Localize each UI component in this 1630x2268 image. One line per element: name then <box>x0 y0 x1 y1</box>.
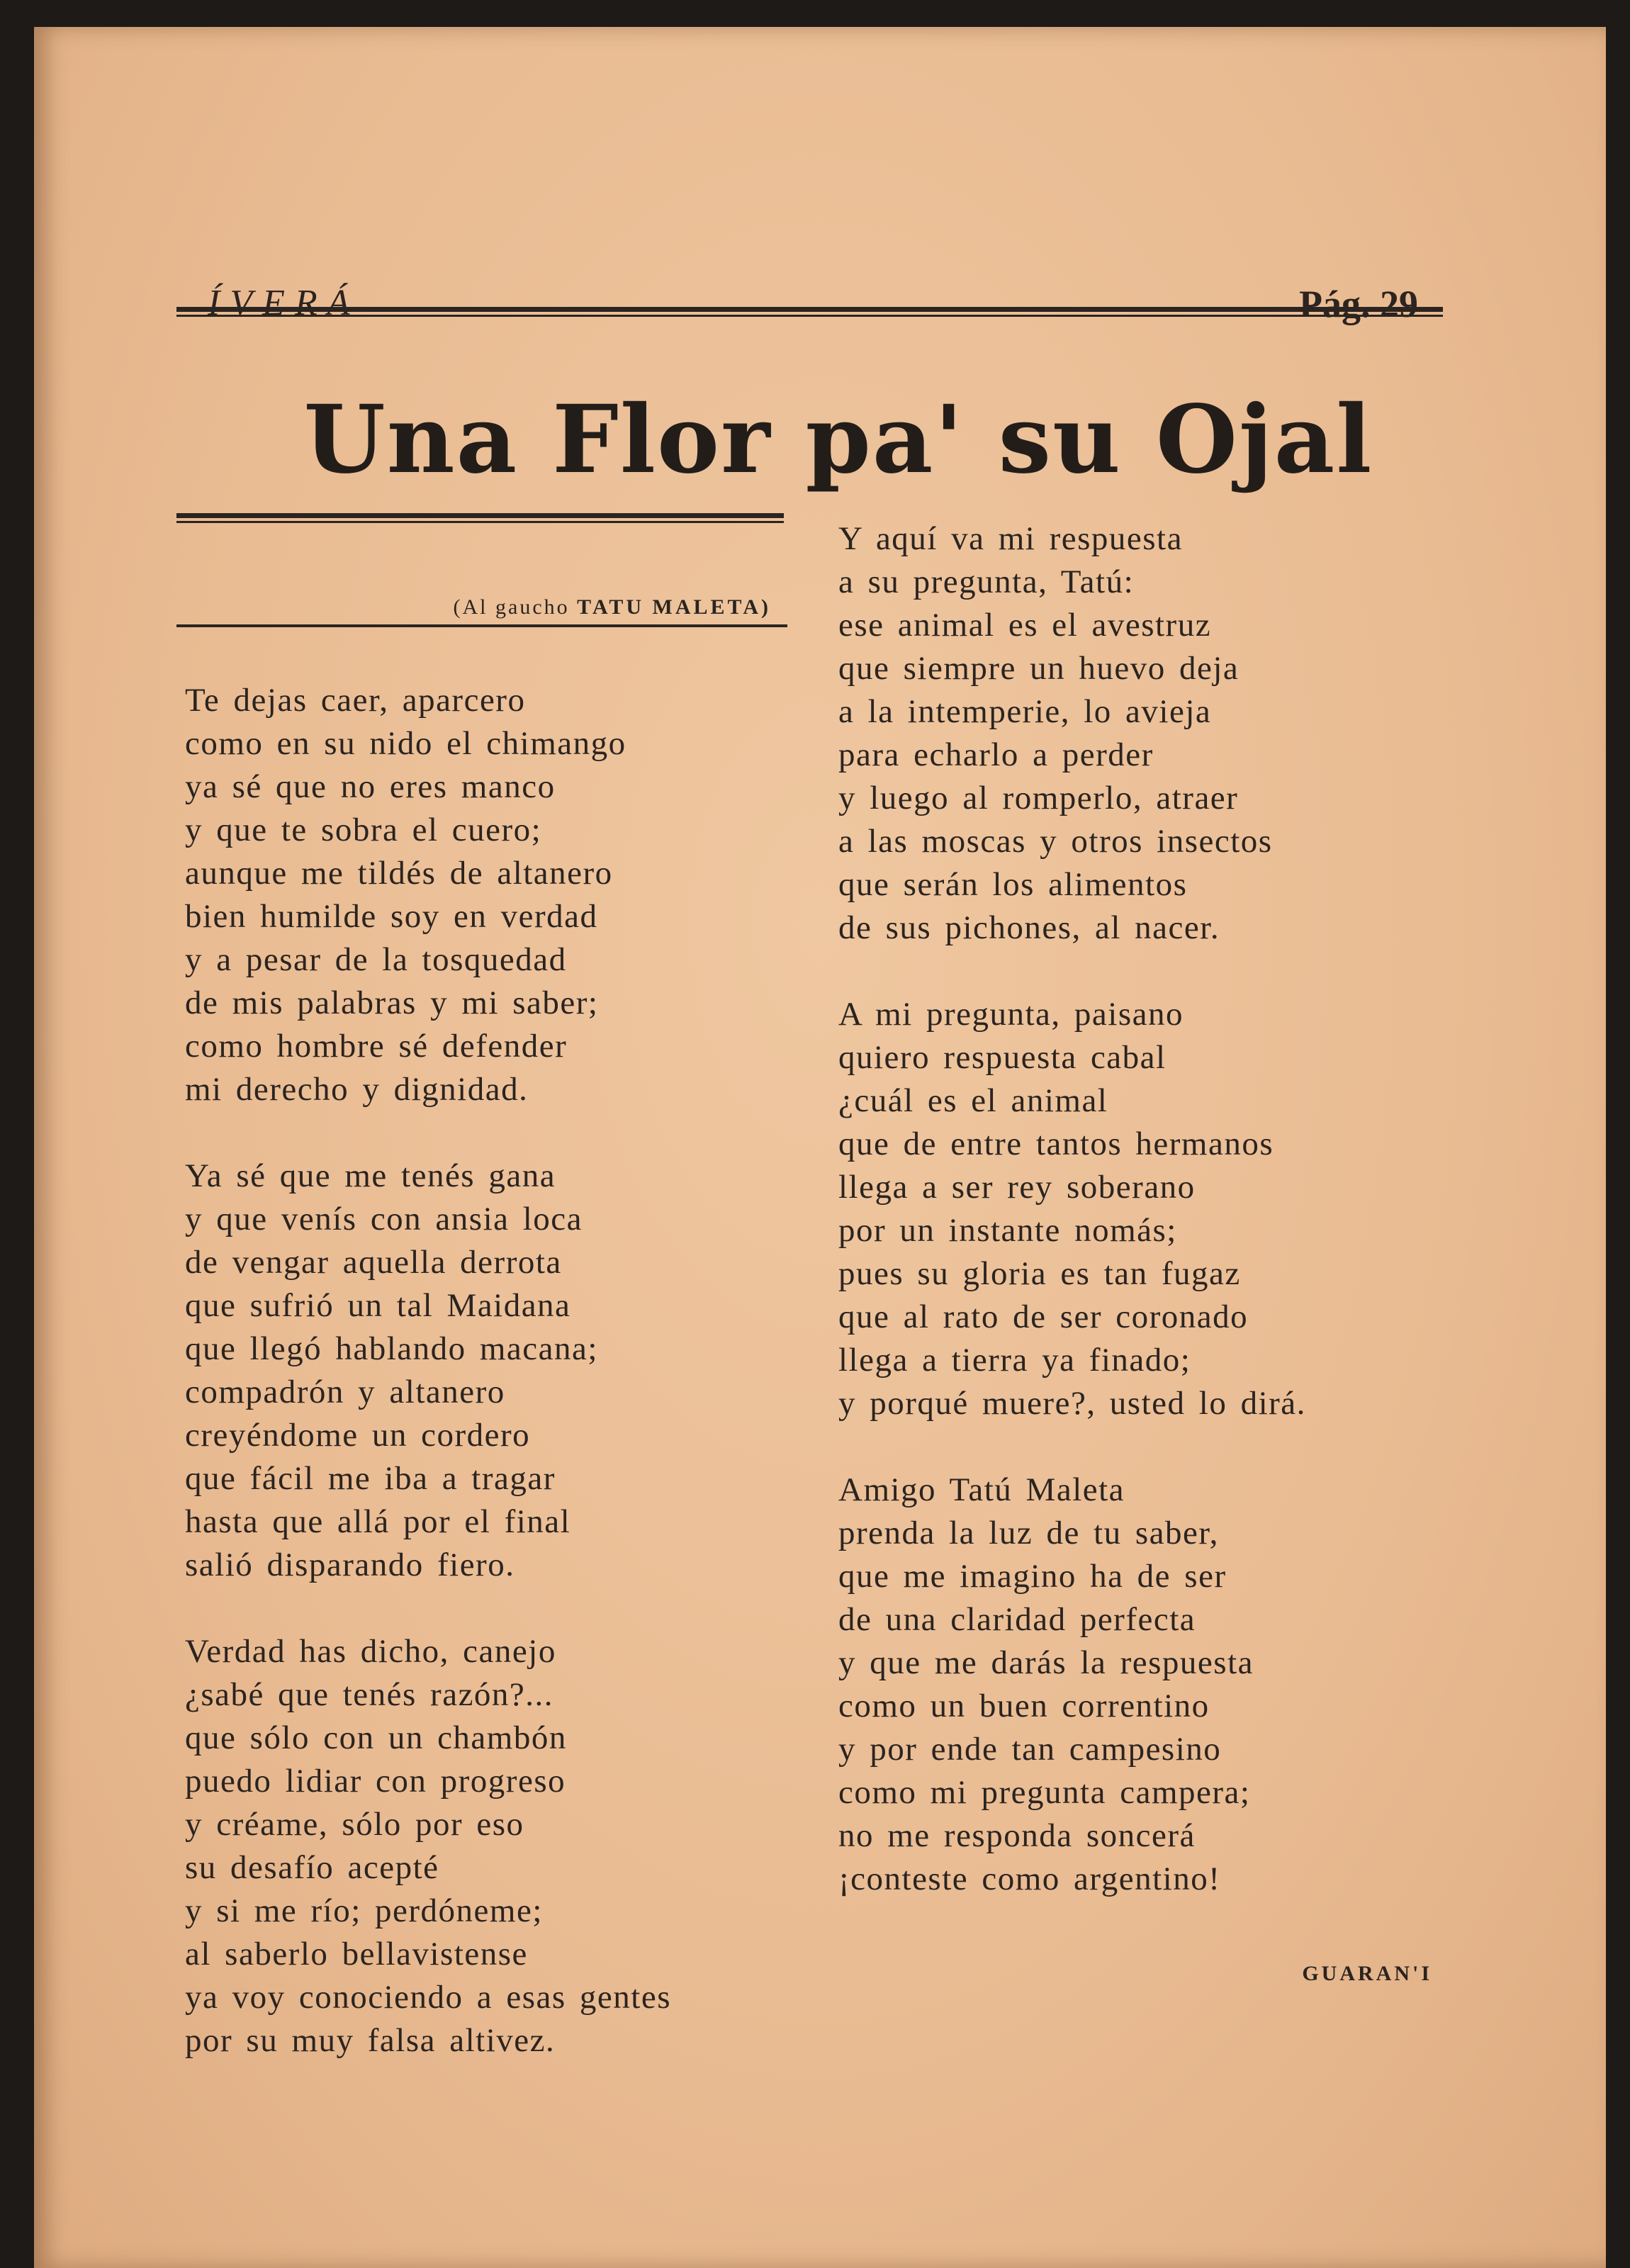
verse-line: que siempre un huevo deja <box>838 650 1240 687</box>
dedication <box>454 595 771 619</box>
stanza <box>838 993 1306 1425</box>
verse-line: su desafío acepté <box>185 1849 439 1886</box>
verse-line: de mis palabras y mi saber; <box>185 984 599 1021</box>
verse-line: como un buen correntino <box>838 1688 1210 1724</box>
page-number: Pág. 29 <box>1299 283 1418 325</box>
verse-line: y que te sobra el cuero; <box>185 812 542 848</box>
verse-line: llega a tierra ya finado; <box>838 1342 1191 1379</box>
verse-line: como mi pregunta campera; <box>838 1774 1251 1811</box>
verse-line: que me imagino ha de ser <box>838 1558 1227 1595</box>
verse-line: A mi pregunta, paisano <box>838 996 1184 1033</box>
verse-line: y que venís con ansia loca <box>185 1201 583 1237</box>
verse-line: y por ende tan campesino <box>838 1731 1222 1768</box>
verse-line: que de entre tantos hermanos <box>838 1125 1274 1162</box>
verse-line: a la intemperie, lo avieja <box>838 693 1212 730</box>
verse-line: Te dejas caer, aparcero <box>185 682 526 719</box>
verse-line: pues su gloria es tan fugaz <box>838 1255 1241 1292</box>
verse-line: puedo lidiar con progreso <box>185 1763 566 1800</box>
header-rule <box>176 307 1443 317</box>
verse-line: aunque me tildés de altanero <box>185 855 613 892</box>
verse-line: hasta que allá por el final <box>185 1503 571 1540</box>
verse-line: Verdad has dicho, canejo <box>185 1633 556 1670</box>
verse-line: a su pregunta, Tatú: <box>838 563 1135 600</box>
verse-line: ¿sabé que tenés razón?... <box>185 1676 554 1713</box>
verse-line: al saberlo bellavistense <box>185 1936 528 1972</box>
stanza <box>838 1469 1306 1901</box>
dedication-name: TATU MALETA) <box>577 595 771 619</box>
verse-line: de una claridad perfecta <box>838 1601 1196 1638</box>
verse-line: y luego al romperlo, atraer <box>838 780 1239 816</box>
verse-line: Ya sé que me tenés gana <box>185 1157 556 1194</box>
verse-line: de vengar aquella derrota <box>185 1244 562 1281</box>
verse-line: como en su nido el chimango <box>185 725 626 762</box>
right-column <box>838 517 1306 1944</box>
verse-line: ya sé que no eres manco <box>185 768 556 805</box>
verse-line: y a pesar de la tosquedad <box>185 941 567 978</box>
verse-line: ese animal es el avestruz <box>838 607 1212 644</box>
verse-line: que sufrió un tal Maidana <box>185 1287 571 1324</box>
verse-line: que serán los alimentos <box>838 866 1188 903</box>
verse-line: creyéndome un cordero <box>185 1417 531 1454</box>
verse-line: que llegó hablando macana; <box>185 1330 598 1367</box>
verse-line: y porqué muere?, usted lo dirá. <box>838 1385 1306 1422</box>
document-page <box>34 27 1606 2268</box>
publication-name: ÍVERÁ <box>208 283 360 323</box>
stanza <box>185 1630 671 2062</box>
verse-line: llega a ser rey soberano <box>838 1169 1196 1206</box>
verse-line: mi derecho y dignidad. <box>185 1071 529 1108</box>
verse-line: por su muy falsa altivez. <box>185 2022 556 2059</box>
dedication-prefix: (Al gaucho <box>453 595 570 619</box>
stanza <box>185 679 671 1111</box>
verse-line: ya voy conociendo a esas gentes <box>185 1979 671 2016</box>
verse-line: que al rato de ser coronado <box>838 1298 1249 1335</box>
verse-line: a las moscas y otros insectos <box>838 823 1273 860</box>
verse-line: salió disparando fiero. <box>185 1546 515 1583</box>
verse-line: y créame, sólo por eso <box>185 1806 524 1843</box>
left-column <box>185 679 671 2106</box>
verse-line: compadrón y altanero <box>185 1374 505 1410</box>
author-signature: GUARAN'I <box>1302 1962 1432 1985</box>
verse-line: que fácil me iba a tragar <box>185 1460 556 1497</box>
verse-line: para echarlo a perder <box>838 736 1154 773</box>
verse-line: Amigo Tatú Maleta <box>838 1471 1125 1508</box>
verse-line: ¡conteste como argentino! <box>838 1860 1221 1897</box>
verse-line: por un instante nomás; <box>838 1212 1177 1249</box>
verse-line: que sólo con un chambón <box>185 1719 567 1756</box>
verse-line: y que me darás la respuesta <box>838 1644 1254 1681</box>
dedication-top-rule <box>176 513 784 523</box>
dedication-bottom-rule <box>176 624 787 627</box>
poem-title: Una Flor pa' su Ojal <box>303 385 1373 495</box>
stanza <box>838 517 1306 950</box>
verse-line: no me responda soncerá <box>838 1817 1196 1854</box>
verse-line: de sus pichones, al nacer. <box>838 909 1220 946</box>
stanza <box>185 1155 671 1587</box>
verse-line: como hombre sé defender <box>185 1028 568 1065</box>
verse-line: bien humilde soy en verdad <box>185 898 598 935</box>
verse-line: ¿cuál es el animal <box>838 1082 1108 1119</box>
verse-line: Y aquí va mi respuesta <box>838 520 1183 557</box>
verse-line: y si me río; perdóneme; <box>185 1892 543 1929</box>
verse-line: quiero respuesta cabal <box>838 1039 1167 1076</box>
verse-line: prenda la luz de tu saber, <box>838 1515 1219 1551</box>
